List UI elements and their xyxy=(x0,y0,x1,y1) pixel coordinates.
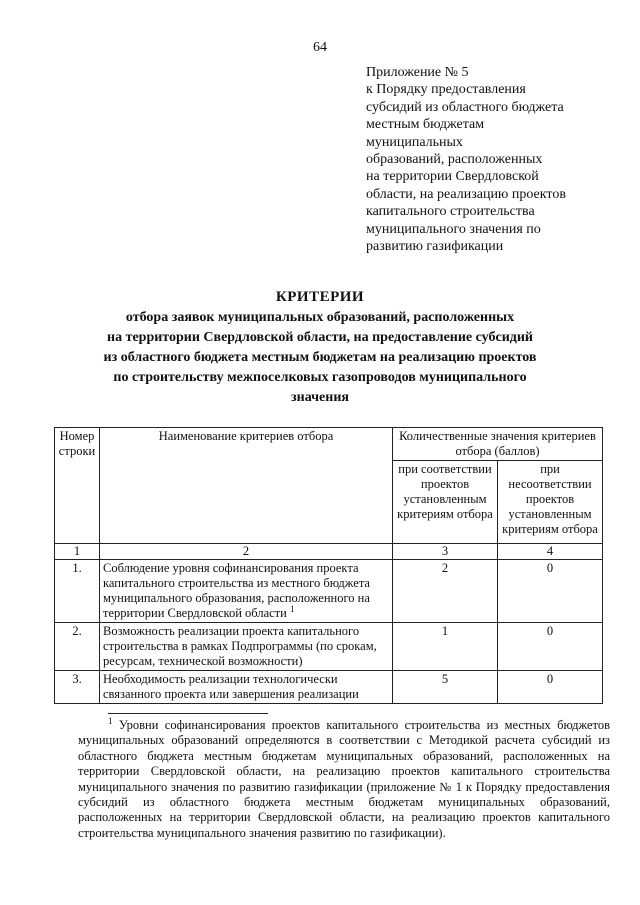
footnote-mark: 1 xyxy=(108,715,113,726)
table-row xyxy=(55,560,603,623)
heading-title: КРИТЕРИИ xyxy=(275,289,365,305)
heading-line: значения xyxy=(291,390,349,405)
row-number: 3. xyxy=(55,671,100,704)
row-criterion-text: Соблюдение уровня софинансирования проекта капитального строительства из местного бюджета муниципального образования, расположенного на территории Свердловской области xyxy=(103,561,370,620)
header-number: Номер строки xyxy=(55,428,100,544)
row-criterion: Возможность реализации проекта капитального строительства в рамках Подпрограммы (по срокам, ресурсам, технической возможности) xyxy=(100,623,393,671)
index-cell: 1 xyxy=(55,544,100,560)
heading-line: на территории Свердловской области, на предоставление субсидий xyxy=(107,330,533,345)
index-cell: 2 xyxy=(100,544,393,560)
appendix-line: муниципальных xyxy=(366,134,463,150)
heading-line: из областного бюджета местным бюджетам на реализацию проектов xyxy=(103,350,537,365)
document-heading xyxy=(0,286,640,408)
table-header-row xyxy=(55,428,603,461)
appendix-line: капитального строительства xyxy=(366,204,535,220)
header-nomatch: при несоответствии проектов установленным критериям отбора xyxy=(498,461,603,544)
row-nomatch-score: 0 xyxy=(498,560,603,623)
heading-line: отбора заявок муниципальных образований, расположенных xyxy=(125,310,515,325)
appendix-line: области, на реализацию проектов xyxy=(366,186,566,202)
header-name: Наименование критериев отбора xyxy=(100,428,393,544)
row-criterion: Необходимость реализации технологически связанного проекта или завершения реализации xyxy=(100,671,393,704)
header-match: при соответствии проектов установленным критериям отбора xyxy=(393,461,498,544)
footnote xyxy=(78,715,611,841)
footnote-divider xyxy=(108,713,268,714)
table-index-row xyxy=(55,544,603,560)
row-match-score: 2 xyxy=(393,560,498,623)
appendix-line: местным бюджетам xyxy=(366,117,485,133)
row-nomatch-score: 0 xyxy=(498,623,603,671)
appendix-line: развитию газификации xyxy=(366,239,504,255)
header-values: Количественные значения критериев отбора (баллов) xyxy=(393,428,603,461)
row-match-score: 5 xyxy=(393,671,498,704)
row-number: 2. xyxy=(55,623,100,671)
page-number: 64 xyxy=(313,40,327,55)
row-match-score: 1 xyxy=(393,623,498,671)
row-number: 1. xyxy=(55,560,100,623)
row-criterion xyxy=(100,560,393,623)
appendix-line: субсидий из областного бюджета xyxy=(366,99,564,115)
appendix-line: образований, расположенных xyxy=(366,152,543,168)
row-nomatch-score: 0 xyxy=(498,671,603,704)
appendix-line: на территории Свердловской xyxy=(366,169,539,185)
criteria-table xyxy=(54,427,603,704)
appendix-line: муниципального значения по xyxy=(366,221,541,237)
appendix-line: Приложение № 5 xyxy=(366,65,469,80)
table-row xyxy=(55,623,603,671)
footnote-ref: 1 xyxy=(289,603,295,614)
footnote-text: Уровни софинансирования проектов капитального строительства из местных бюджетов муниципальных образований определяются в соответствии с Методикой расчета субсидий из областного бюджета местным бюджетам муниципальных образований, расположенных на территории Свердловской области, на реализацию проектов капитального строительства муниципального значения по развитию газификации (приложение № 1 к Порядку предоставления субсидий из областного бюджета местным бюджетам муниципальных образований, расположенных на территории Свердловской области, на реализацию проектов капитального строительства муниципального значения развитию по газификации). xyxy=(78,718,611,840)
table-row xyxy=(55,671,603,704)
index-cell: 3 xyxy=(393,544,498,560)
appendix-block xyxy=(366,64,606,255)
appendix-line: к Порядку предоставления xyxy=(366,82,526,98)
heading-line: по строительству межпоселковых газопроводов муниципального xyxy=(113,370,527,385)
index-cell: 4 xyxy=(498,544,603,560)
